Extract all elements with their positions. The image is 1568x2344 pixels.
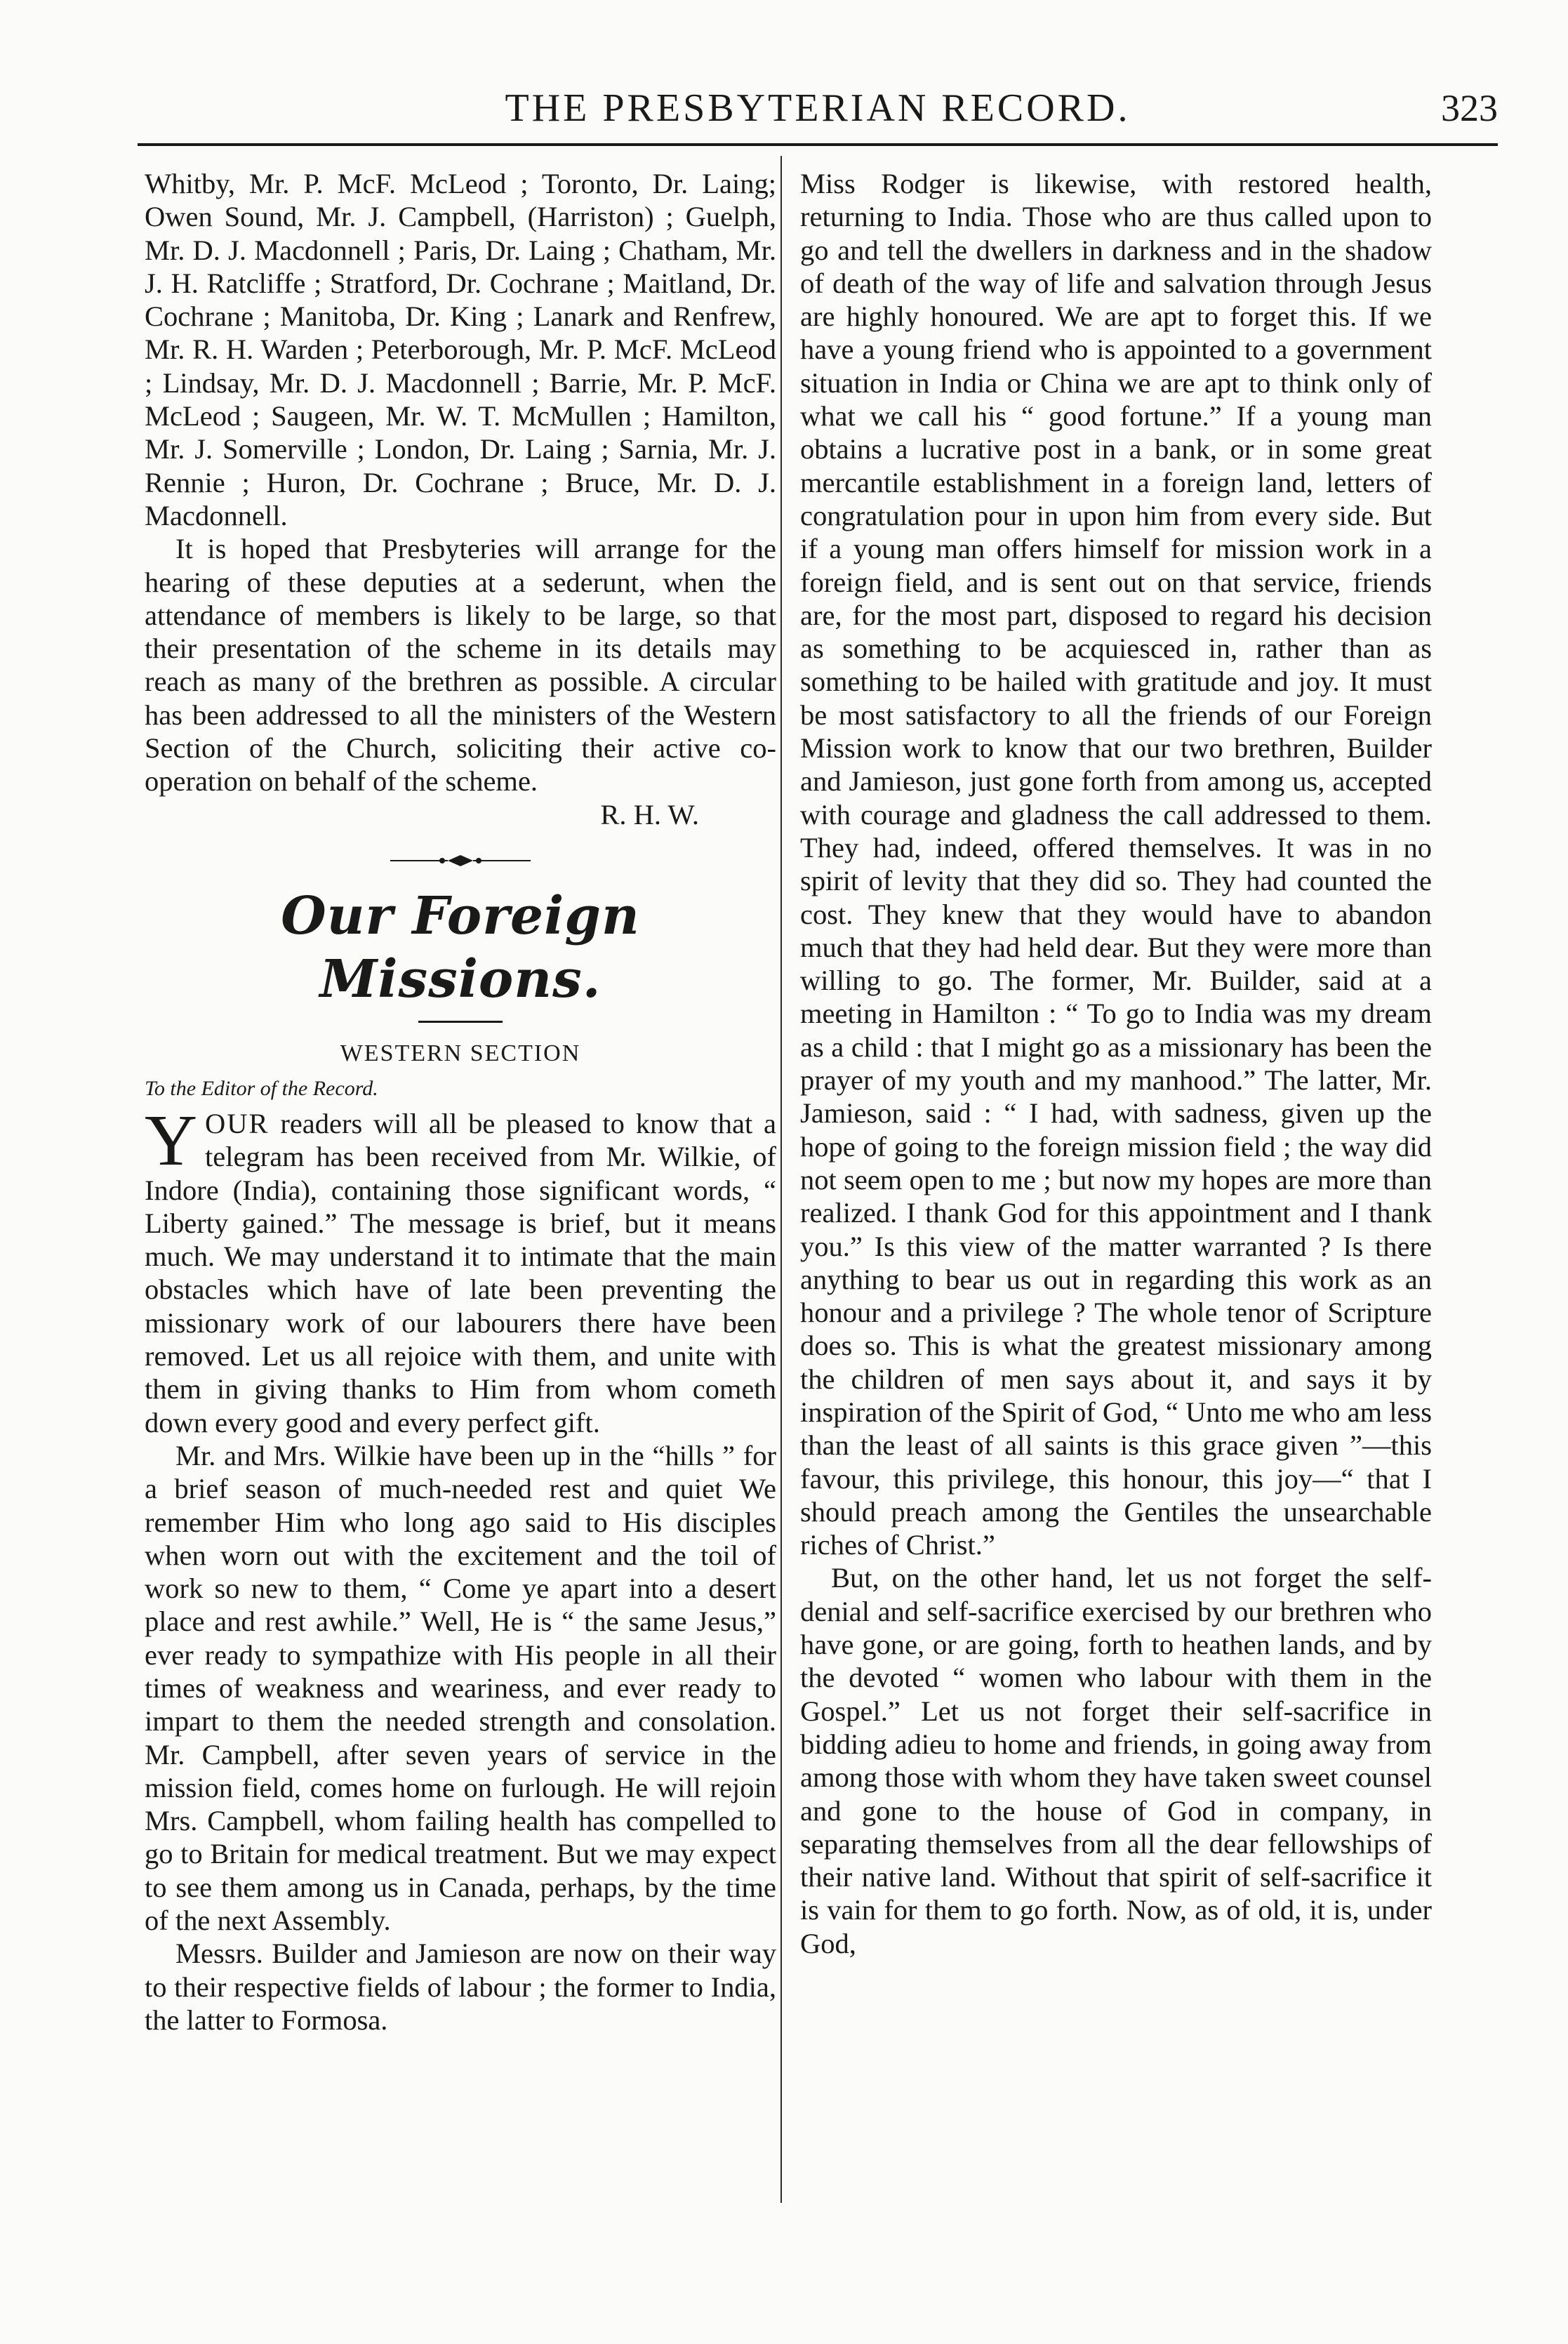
section-subtitle: WESTERN SECTION (340, 1040, 581, 1066)
telegram-paragraph: readers will all be pleased to know that a telegram has been received from Mr. Wilkie, of Indore (India), containing those significant words, “ Liberty gained.” The message is brief, but it means much. We may understand it to intimate that the main obstacles which have of late been preventing the missionary work of our labourers there have been removed. Let us all rejoice with them, and unite with them in giving thanks to Him from whom cometh down every good and every perfect gift. (145, 1107, 777, 1438)
header-rule (138, 143, 1498, 146)
right-column (800, 167, 1432, 1960)
deputies-paragraph: Whitby, Mr. P. McF. McLeod ; Toronto, Dr. Laing; Owen Sound, Mr. J. Campbell, (Harriston) ; Guelph, Mr. D. J. Macdonnell ; Paris, Dr. Laing ; Chatham, Mr. J. H. Ratcliffe ; Stratford, Dr. Cochrane ; Maitland, Dr. Cochrane ; Manitoba, Dr. King ; Lanark and Renfrew, Mr. R. H. Warden ; Peterborough, Mr. P. McF. McLeod ; Lindsay, Mr. D. J. Macdonnell ; Barrie, Mr. P. McF. McLeod ; Saugeen, Mr. W. T. McMullen ; Hamilton, Mr. J. Somerville ; London, Dr. Laing ; Sarnia, Mr. J. Rennie ; Huron, Dr. Cochrane ; Bruce, Mr. D. J. Macdonnell. (145, 168, 776, 531)
signature: R. H. W. (600, 798, 699, 830)
first-word: OUR (205, 1107, 270, 1139)
dropcap-letter: Y (145, 1099, 198, 1181)
rodger-paragraph: Miss Rodger is likewise, with restored health, returning to India. Those who are thus called upon to go and tell the dwellers in darkness and in the shadow of death of the way of life and salvation through Jesus are highly honoured. We are apt to forget this. If we have a young friend who is appointed to a government situation in India or China we are apt to think only of what we call his “ good fortune.” If a young man obtains a lucrative post in a bank, or in some great mercantile establishment in a foreign land, letters of congratulation pour in upon him from every side. But if a young man offers himself for mission work in a foreign field, and is sent out on that service, friends are, for the most part, disposed to regard his decision as something to be acquiesced in, rather than as something to be hailed with gratitude and joy. It must be most satisfactory to all the friends of our Foreign Mission work to know that our two brethren, Builder and Jamieson, just gone forth from among us, accepted with courage and gladness the call addressed to them. They had, indeed, offered themselves. It was in no spirit of levity that they did so. They had counted the cost. They knew that they would have to abandon much that they had held dear. But they were more than willing to go. The former, Mr. Builder, said at a meeting in Hamilton : “ To go to India was my dream as a child : that I might go as a missionary has been the prayer of my youth and my manhood.” The latter, Mr. Jamieson, said : “ I had, with sadness, given up the hope of going to the foreign mission field ; the way did not seem open to me ; but now my hopes are more than realized. I thank God for this appointment and I thank you.” Is this view of the matter warranted ? Is there anything to bear us out in regarding this work as an honour and a privilege ? The whole tenor of Scripture does so. This is what the greatest missionary among the children of men says about it, and says it by inspiration of the Spirit of God, “ Unto me who am less than the least of all saints is this grace given ”—this favour, this privilege, this honour, this joy—“ that I should preach among the Gentiles the unsearchable riches of Christ.” (800, 168, 1432, 1561)
page-number: 323 (1441, 87, 1498, 129)
column-divider (780, 156, 782, 2203)
sacrifice-paragraph: But, on the other hand, let us not forget the self-denial and self-sacrifice exercised by our brethren who have gone, or are going, forth to heathen lands, and by the devoted “ women who labour with them in the Gospel.” Let us not forget their self-sacrifice in bidding adieu to home and friends, in going away from among those with whom they have taken sweet counsel and gone to the house of God in company, in separating themselves from all the dear fellowships of their native land. Without that spirit of self-sacrifice it is vain for them to go forth. Now, as of old, it is, under God, (800, 1562, 1432, 1959)
heading-rule (418, 1021, 503, 1023)
builder-paragraph: Messrs. Builder and Jamieson are now on their way to their respective fields of labour ; the former to India, the latter to Formosa. (145, 1938, 776, 2036)
running-title: THE PRESBYTERIAN RECORD. (505, 86, 1131, 130)
wilkie-paragraph: Mr. and Mrs. Wilkie have been up in the “hills ” for a brief season of much-needed rest and quiet We remember Him who long ago said to His disciples when worn out with the excitement and the toil of work so new to them, “ Come ye apart into a desert place and rest awhile.” Well, He is “ the same Jesus,” ever ready to sympathize with His people in all their times of weakness and weariness, and ever ready to impart to them the needed strength and consolation. Mr. Campbell, after seven years of service in the mission field, comes home on furlough. He will rejoin Mrs. Campbell, whom failing health has compelled to go to Britain for medical treatment. But we may expect to see them among us in Canada, perhaps, by the time of the next Assembly. (145, 1439, 776, 1937)
left-column (145, 167, 776, 2037)
section-heading: Our Foreign Missions. (281, 885, 640, 1009)
ornament-divider-icon (390, 852, 531, 869)
hoped-paragraph: It is hoped that Presbyteries will arrange for the hearing of these deputies at a sederunt, when the attendance of members is likely to be large, so that their presentation of the scheme in its details may reach as many of the brethren as possible. A circular has been addressed to all the ministers of the Western Section of the Church, soliciting their active co-operation on behalf of the scheme. (145, 533, 776, 797)
to-editor-line: To the Editor of the Record. (145, 1076, 378, 1100)
page-header (138, 83, 1498, 139)
telegram-paragraph-wrap (145, 1099, 777, 1439)
